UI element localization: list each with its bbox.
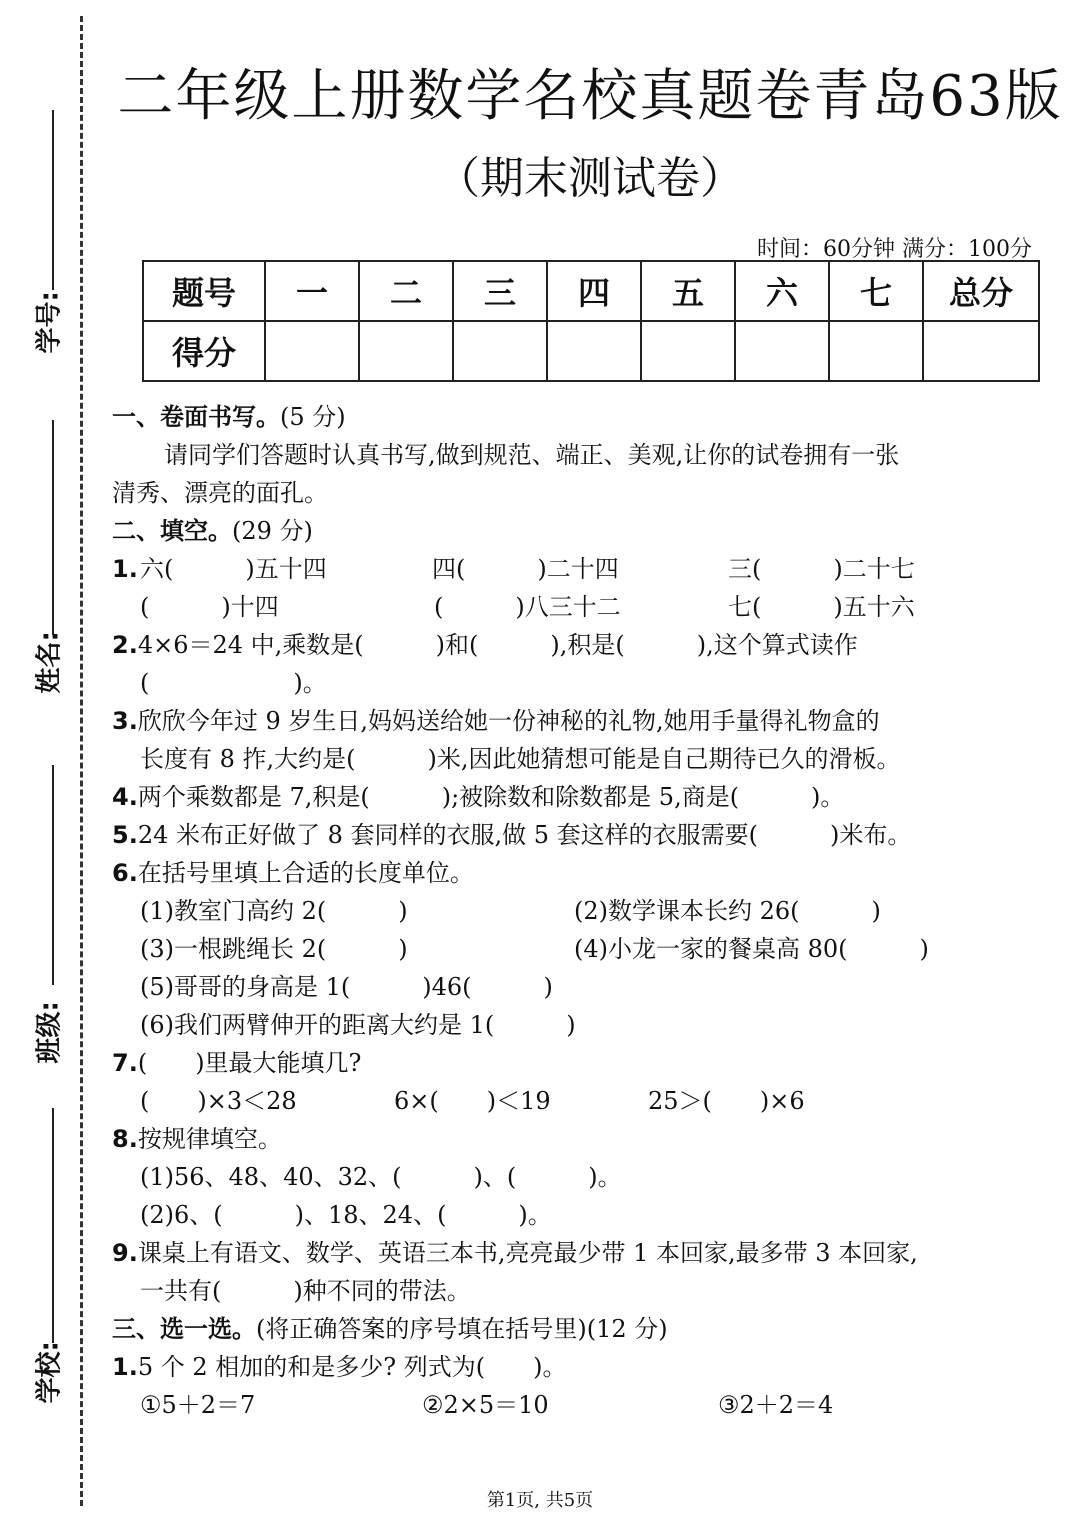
- blank-item[interactable]: (2)数学课本长约 26( ): [574, 897, 881, 925]
- question-2-1: [112, 550, 1012, 588]
- question-number: 7.: [112, 1049, 138, 1077]
- class-label: 班级:: [34, 1001, 65, 1064]
- blank-item[interactable]: 六( )五十四: [140, 555, 327, 583]
- section-points: (5 分): [280, 403, 346, 431]
- school-label: 学校:: [34, 1341, 65, 1404]
- score-cell[interactable]: [547, 321, 641, 381]
- score-table-score-row: [143, 321, 1039, 381]
- page-subtitle: （期末测试卷）: [436, 153, 744, 204]
- question-2-5: [112, 816, 1012, 854]
- question-2-8: [112, 1120, 1012, 1158]
- question-text: ( )。: [140, 669, 327, 697]
- cut-line: [80, 16, 83, 1506]
- score-cell[interactable]: [453, 321, 547, 381]
- question-number: 1.: [112, 1353, 138, 1381]
- blank-item[interactable]: 四( )二十四: [432, 555, 619, 583]
- question-2-6-row2: [112, 930, 1012, 968]
- blank-item[interactable]: ( )十四: [140, 593, 279, 621]
- question-3-1-options: [112, 1386, 1012, 1424]
- question-2-7-row: [112, 1082, 1012, 1120]
- blank-item[interactable]: (2)6、( )、18、24、( )。: [140, 1201, 552, 1229]
- choice-option[interactable]: ①5＋2＝7: [140, 1391, 256, 1419]
- question-number: 3.: [112, 707, 138, 735]
- score-cell[interactable]: [829, 321, 923, 381]
- blank-item[interactable]: (5)哥哥的身高是 1( )46( ): [140, 973, 553, 1001]
- question-number: 4.: [112, 783, 138, 811]
- question-text: ( )里最大能填几?: [137, 1049, 362, 1077]
- question-2-9: [112, 1234, 1012, 1272]
- class-blank[interactable]: [52, 765, 54, 985]
- name-label: 姓名:: [34, 631, 65, 694]
- section-title: 三、选一选。: [112, 1315, 256, 1343]
- question-2-4: [112, 778, 1012, 816]
- score-header-cell: 四: [547, 261, 641, 321]
- blank-item[interactable]: (3)一根跳绳长 2( ): [140, 935, 408, 963]
- question-text: 5 个 2 相加的和是多少? 列式为( )。: [137, 1353, 567, 1381]
- question-2-2: [112, 626, 1012, 664]
- section-points: (将正确答案的序号填在括号里)(12 分): [256, 1315, 668, 1343]
- question-text: 欣欣今年过 9 岁生日,妈妈送给她一份神秘的礼物,她用手量得礼物盒的: [137, 707, 880, 735]
- question-2-6-row1: [112, 892, 1012, 930]
- question-number: 9.: [112, 1239, 138, 1267]
- score-cell[interactable]: [923, 321, 1039, 381]
- question-number: 5.: [112, 821, 138, 849]
- score-row-label: 得分: [143, 321, 265, 381]
- question-text: 4×6＝24 中,乘数是( )和( ),积是( ),这个算式读作: [137, 631, 858, 659]
- blank-item[interactable]: (1)56、48、40、32、( )、( )。: [140, 1163, 622, 1191]
- exam-meta: 时间：60分钟 满分：100分: [757, 237, 1032, 262]
- score-header-cell: 五: [641, 261, 735, 321]
- blank-item[interactable]: ( )×3＜28: [140, 1087, 297, 1115]
- question-2-6: [112, 854, 1012, 892]
- score-header-cell: 三: [453, 261, 547, 321]
- score-header-cell: 六: [735, 261, 829, 321]
- score-header-cell: 一: [265, 261, 359, 321]
- score-cell[interactable]: [735, 321, 829, 381]
- question-text: 24 米布正好做了 8 套同样的衣服,做 5 套这样的衣服需要( )米布。: [137, 821, 912, 849]
- blank-item[interactable]: ( )八三十二: [434, 593, 621, 621]
- section-2-heading: [112, 512, 1012, 550]
- blank-item[interactable]: 七( )五十六: [728, 593, 915, 621]
- section-1-text: 清秀、漂亮的面孔。: [112, 479, 328, 507]
- section-points: (29 分): [232, 517, 313, 545]
- blank-item[interactable]: (4)小龙一家的餐桌高 80( ): [574, 935, 929, 963]
- question-number: 6.: [112, 859, 138, 887]
- question-number: 1.: [112, 555, 138, 583]
- score-cell[interactable]: [265, 321, 359, 381]
- score-cell[interactable]: [359, 321, 453, 381]
- choice-option[interactable]: ②2×5＝10: [422, 1391, 549, 1419]
- blank-item[interactable]: (6)我们两臂伸开的距离大约是 1( ): [140, 1011, 576, 1039]
- question-text: 两个乘数都是 7,积是( );被除数和除数都是 5,商是( )。: [137, 783, 845, 811]
- question-text: 在括号里填上合适的长度单位。: [137, 859, 474, 887]
- section-title: 二、填空。: [112, 517, 232, 545]
- blank-item[interactable]: 6×( )＜19: [394, 1087, 551, 1115]
- score-table-header-row: [143, 261, 1039, 321]
- student-id-blank[interactable]: [52, 110, 54, 290]
- score-cell[interactable]: [641, 321, 735, 381]
- section-3-heading: [112, 1310, 1012, 1348]
- question-number: 8.: [112, 1125, 138, 1153]
- page-footer: 第1页, 共5页: [486, 1490, 594, 1511]
- blank-item[interactable]: 三( )二十七: [728, 555, 915, 583]
- section-title: 一、卷面书写。: [112, 403, 280, 431]
- blank-item[interactable]: 25＞( )×6: [648, 1087, 805, 1115]
- name-blank[interactable]: [52, 420, 54, 635]
- choice-option[interactable]: ③2＋2＝4: [718, 1391, 834, 1419]
- section-1-heading: [112, 398, 1012, 436]
- score-header-cell: 题号: [143, 261, 265, 321]
- section-1-text: 请同学们答题时认真书写,做到规范、端正、美观,让你的试卷拥有一张: [164, 441, 900, 469]
- school-blank[interactable]: [52, 1108, 54, 1343]
- page-title: 二年级上册数学名校真题卷青岛63版: [117, 64, 1063, 129]
- question-number: 2.: [112, 631, 138, 659]
- question-2-1-row2: [112, 588, 1012, 626]
- question-text: 按规律填空。: [137, 1125, 282, 1153]
- student-id-label: 学号:: [34, 291, 65, 354]
- question-text: 长度有 8 拃,大约是( )米,因此她猜想可能是自己期待已久的滑板。: [140, 745, 901, 773]
- question-2-7: [112, 1044, 1012, 1082]
- question-text: 一共有( )种不同的带法。: [140, 1277, 471, 1305]
- question-text: 课桌上有语文、数学、英语三本书,亮亮最少带 1 本回家,最多带 3 本回家,: [137, 1239, 918, 1267]
- score-header-cell: 二: [359, 261, 453, 321]
- binding-margin: [0, 0, 90, 1527]
- exam-content: [112, 398, 1012, 1424]
- question-3-1: [112, 1348, 1012, 1386]
- score-table: [142, 260, 1040, 382]
- question-2-3: [112, 702, 1012, 740]
- blank-item[interactable]: (1)教室门高约 2( ): [140, 897, 408, 925]
- score-header-cell: 七: [829, 261, 923, 321]
- score-header-cell: 总分: [923, 261, 1039, 321]
